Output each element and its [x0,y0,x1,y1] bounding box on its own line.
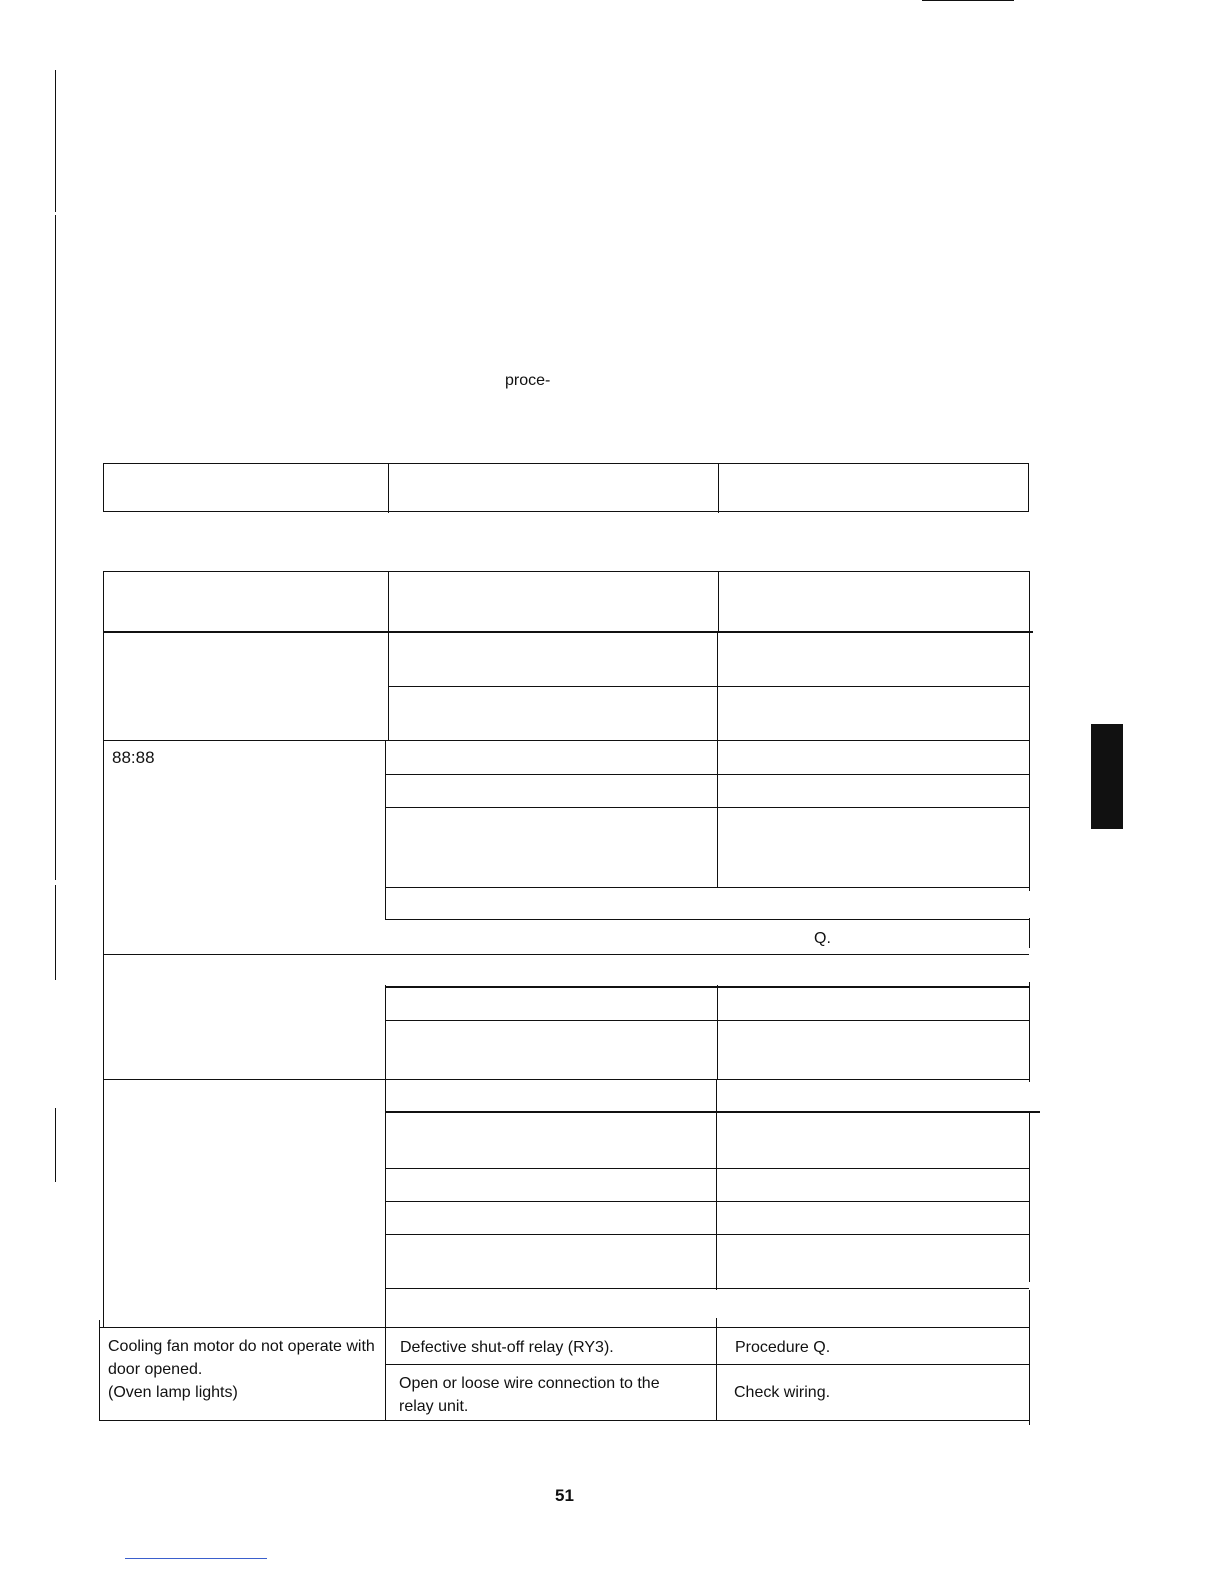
rule-row4-end [99,1327,1029,1328]
remedy-text: Check wiring. [734,1384,831,1401]
remedy-text: Procedure Q. [735,1339,831,1356]
table-left-border [103,571,104,1327]
header-col-divider-2 [718,463,719,513]
rule-row2-b [385,807,1029,808]
table-left-border-bottom [99,1320,100,1420]
stray-text: proce- [505,372,551,389]
rule-row2-a [385,774,1029,775]
condition-cell [108,1335,378,1404]
condition-text: Cooling fan motor do not operate with door opened. [108,1338,375,1378]
rule-row2-d [385,919,1029,920]
col-divider-2a [718,571,719,631]
rule-row4-d [385,1234,1029,1235]
margin-bar-2 [55,215,56,880]
table-right-border-2 [1029,918,1030,948]
table-top-border [103,571,1029,572]
col-divider-1d [385,1080,386,1420]
procedure-fragment: Q. [814,930,831,947]
table-right-border-5 [1029,1290,1030,1425]
rule-row1-end [103,740,1029,741]
table-right-border [1029,571,1030,891]
margin-bar-4 [55,1108,56,1182]
col-divider-2c [717,741,718,887]
cause-text-continued: relay unit. [399,1398,469,1415]
table-right-border-4 [1029,1112,1030,1282]
condition-note: (Oven lamp lights) [108,1384,238,1401]
header-table [103,463,1029,512]
bottom-blue-rule [125,1558,267,1559]
rule-row1-mid [388,686,1029,687]
cause-text: Defective shut-off relay (RY3). [400,1339,614,1356]
rule-row5-mid [385,1364,1029,1365]
rule-row4-e [385,1288,1029,1289]
margin-bar-3 [55,885,56,980]
page-number: 51 [555,1486,574,1505]
rule-row3-a [385,986,1029,988]
rule-row4-a [385,1111,1040,1113]
col-divider-1a [388,571,389,741]
col-divider-2d [717,985,718,1080]
margin-bar-1 [55,70,56,212]
header-col-divider-1 [388,463,389,513]
col-divider-1b [385,741,386,919]
rule-row2-end [103,954,1029,955]
rule-row3-b [385,1020,1029,1021]
rule-row3-end [103,1079,1029,1080]
cause-text: Open or loose wire connection to the [399,1375,660,1392]
rule-row2-c [385,887,1029,888]
col-divider-1c [385,985,386,1080]
rule-row4-b [385,1168,1029,1169]
table-bottom-border [99,1420,1029,1421]
table-right-border-3 [1029,982,1030,1082]
display-code: 88:88 [112,748,155,767]
section-tab-marker [1091,724,1123,829]
top-right-rule [922,0,1014,1]
rule-row4-c [385,1201,1029,1202]
col-divider-2f [716,1318,717,1420]
table-header-rule [103,631,1033,633]
